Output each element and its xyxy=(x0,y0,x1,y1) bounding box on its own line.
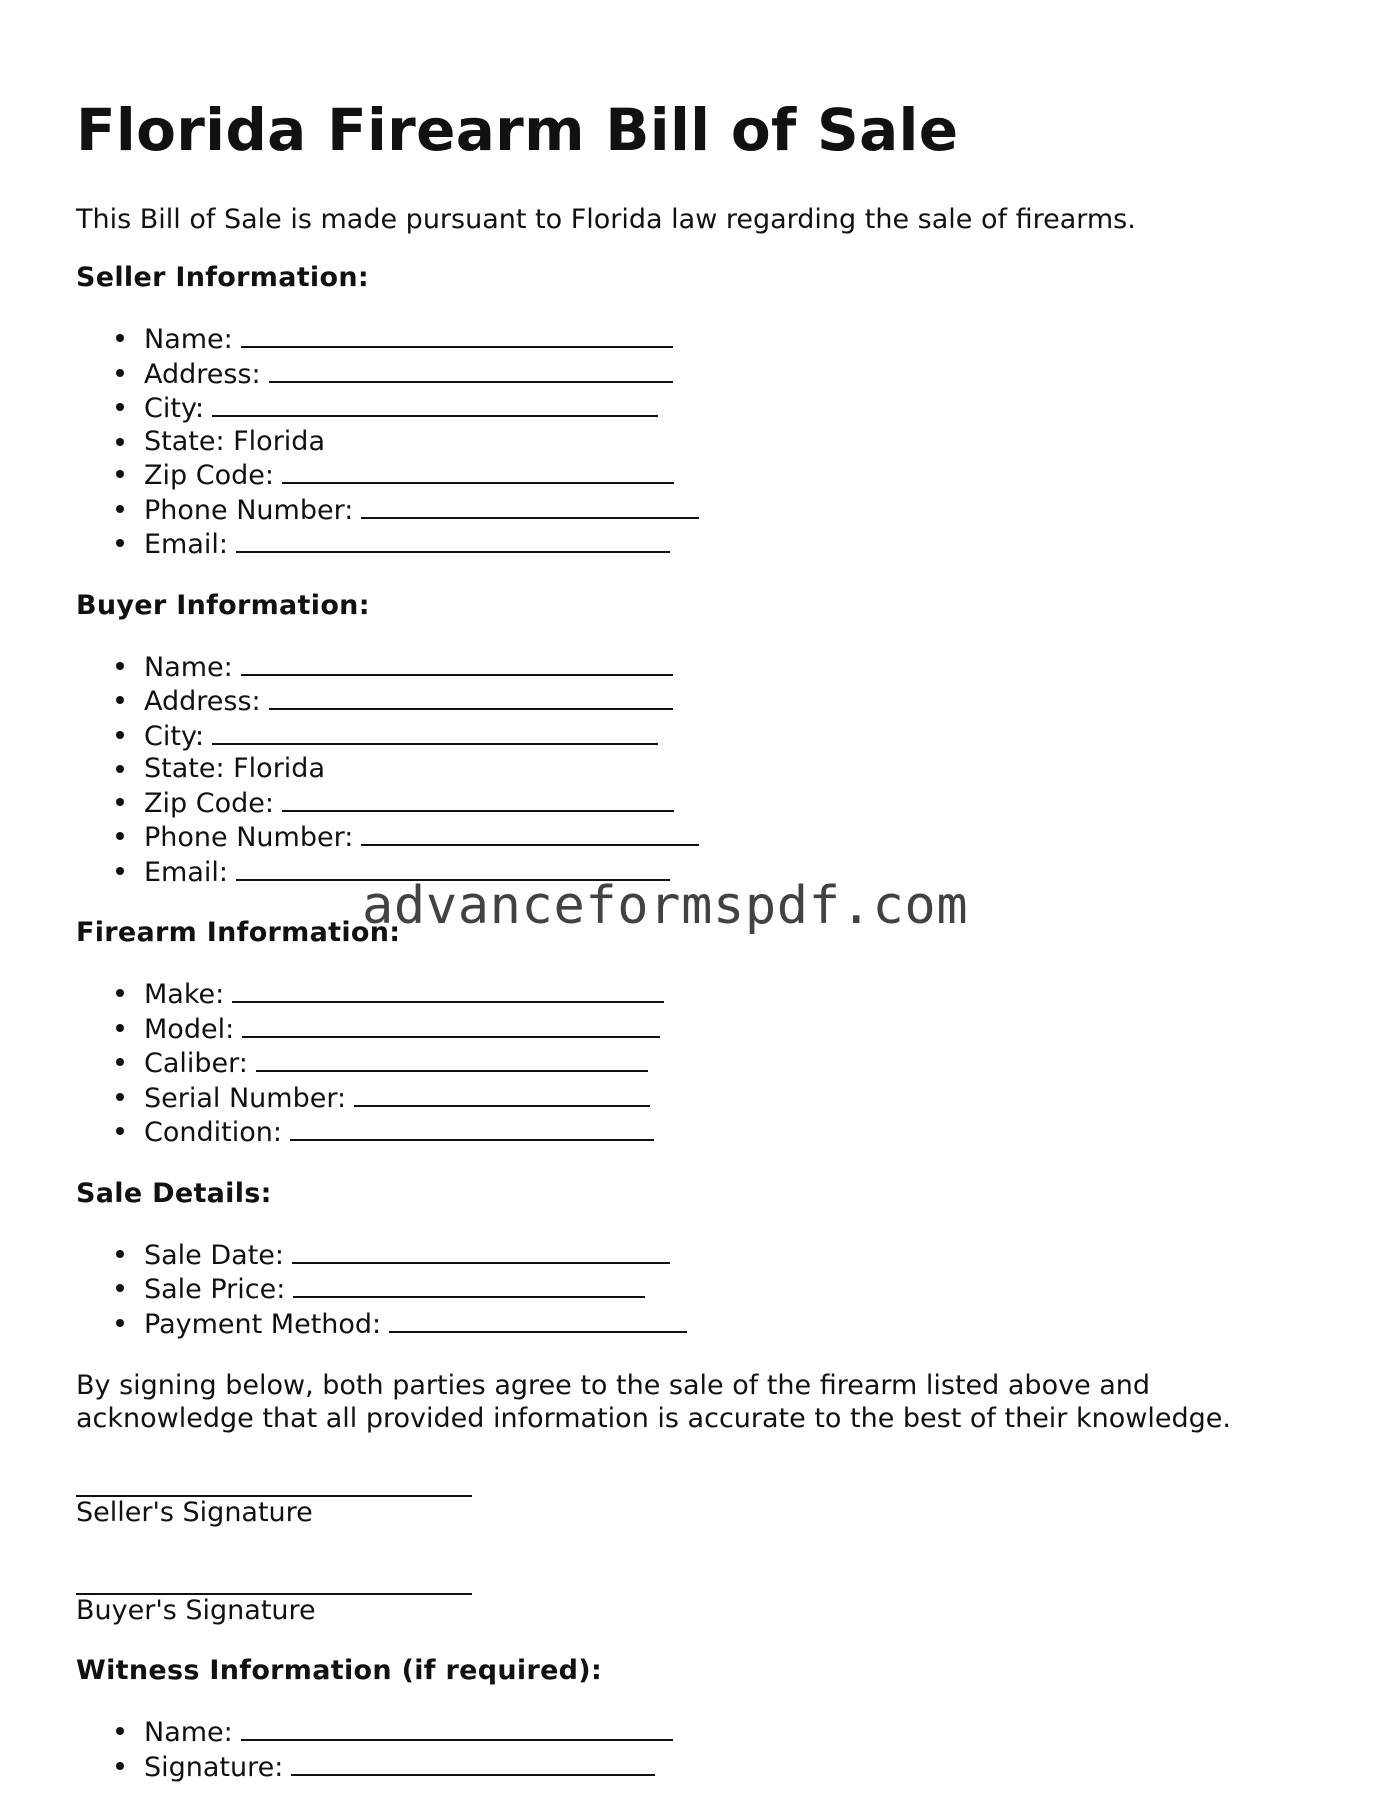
seller-name-item xyxy=(144,322,1326,357)
firearm-caliber-item xyxy=(144,1046,1326,1081)
seller-email-field[interactable] xyxy=(236,527,670,553)
sale-price-field[interactable] xyxy=(293,1272,645,1298)
buyer-phone-field[interactable] xyxy=(361,820,699,846)
witness-name-item xyxy=(144,1715,1326,1750)
intro-paragraph: This Bill of Sale is made pursuant to Florida law regarding the sale of firearms. xyxy=(76,204,1136,235)
sale-payment-field[interactable] xyxy=(389,1307,687,1333)
sale-payment-label: Payment Method: xyxy=(144,1308,382,1340)
sale-field-list xyxy=(76,1238,1326,1342)
sale-price-item xyxy=(144,1272,1326,1307)
seller-address-item xyxy=(144,357,1326,392)
firearm-serial-item xyxy=(144,1081,1326,1116)
buyer-email-item xyxy=(144,855,1326,890)
seller-field-list xyxy=(76,322,1326,562)
buyer-zip-item xyxy=(144,786,1326,821)
sale-section-heading: Sale Details: xyxy=(76,1177,272,1209)
witness-field-list xyxy=(76,1715,1326,1784)
buyer-name-field[interactable] xyxy=(241,650,673,676)
seller-section-heading: Seller Information: xyxy=(76,262,369,293)
witness-signature-label: Signature: xyxy=(144,1751,284,1783)
buyer-name-item xyxy=(144,650,1326,685)
watermark-text: advanceformspdf.com xyxy=(362,876,969,936)
sale-date-label: Sale Date: xyxy=(144,1239,285,1271)
seller-phone-item xyxy=(144,493,1326,528)
sale-date-item xyxy=(144,1238,1326,1273)
firearm-condition-field[interactable] xyxy=(290,1115,654,1141)
firearm-serial-field[interactable] xyxy=(354,1081,650,1107)
buyer-email-field[interactable] xyxy=(236,855,670,881)
buyer-signature-label: Buyer's Signature xyxy=(76,1595,316,1626)
firearm-section-heading: Firearm Information: xyxy=(76,917,401,948)
firearm-serial-label: Serial Number: xyxy=(144,1082,347,1114)
seller-name-label: Name: xyxy=(144,324,233,355)
seller-zip-item xyxy=(144,458,1326,493)
seller-signature-block xyxy=(76,1471,1326,1529)
buyer-signature-line[interactable] xyxy=(76,1569,472,1595)
seller-zip-field[interactable] xyxy=(282,458,674,484)
buyer-section-heading: Buyer Information: xyxy=(76,589,370,621)
seller-zip-label: Zip Code: xyxy=(144,460,274,491)
seller-name-field[interactable] xyxy=(241,322,673,348)
sale-payment-item xyxy=(144,1307,1326,1342)
firearm-condition-item xyxy=(144,1115,1326,1150)
buyer-email-label: Email: xyxy=(144,856,229,888)
buyer-city-item xyxy=(144,719,1326,754)
seller-signature-label: Seller's Signature xyxy=(76,1497,313,1528)
seller-state-label: State: Florida xyxy=(144,425,325,457)
seller-signature-line[interactable] xyxy=(76,1471,472,1497)
buyer-phone-label: Phone Number: xyxy=(144,822,354,853)
seller-address-field[interactable] xyxy=(269,357,673,383)
buyer-phone-item xyxy=(144,820,1326,855)
seller-phone-label: Phone Number: xyxy=(144,494,354,526)
firearm-field-list xyxy=(76,977,1326,1150)
witness-section-heading: Witness Information (if required): xyxy=(76,1655,603,1686)
buyer-name-label: Name: xyxy=(144,651,233,683)
firearm-caliber-field[interactable] xyxy=(256,1046,648,1072)
buyer-address-label: Address: xyxy=(144,686,261,717)
seller-phone-field[interactable] xyxy=(361,493,699,519)
sale-price-label: Sale Price: xyxy=(144,1274,286,1305)
buyer-city-label: City: xyxy=(144,720,205,752)
firearm-make-item xyxy=(144,977,1326,1012)
buyer-signature-block xyxy=(76,1569,1326,1627)
seller-state-item xyxy=(144,426,1326,459)
firearm-condition-label: Condition: xyxy=(144,1117,282,1148)
buyer-zip-field[interactable] xyxy=(282,786,674,812)
firearm-model-field[interactable] xyxy=(242,1012,660,1038)
buyer-state-label: State: Florida xyxy=(144,753,325,784)
bill-of-sale-document xyxy=(76,96,1326,1812)
agreement-statement: By signing below, both parties agree to the sale of the firearm listed above and acknowledge that all provided information is accurate to the best of their knowledge. xyxy=(76,1370,1231,1434)
firearm-caliber-label: Caliber: xyxy=(144,1048,248,1079)
witness-signature-item xyxy=(144,1750,1326,1785)
page-title: Florida Firearm Bill of Sale xyxy=(76,96,959,164)
buyer-field-list xyxy=(76,650,1326,890)
sale-date-field[interactable] xyxy=(292,1238,670,1264)
seller-city-item xyxy=(144,391,1326,426)
seller-email-label: Email: xyxy=(144,529,229,560)
buyer-state-item xyxy=(144,753,1326,786)
firearm-make-field[interactable] xyxy=(232,977,664,1003)
firearm-make-label: Make: xyxy=(144,979,225,1010)
seller-city-label: City: xyxy=(144,393,205,424)
witness-signature-field[interactable] xyxy=(291,1750,655,1776)
buyer-address-field[interactable] xyxy=(269,684,673,710)
buyer-city-field[interactable] xyxy=(212,719,658,745)
witness-name-label: Name: xyxy=(144,1717,233,1748)
seller-city-field[interactable] xyxy=(212,391,658,417)
seller-address-label: Address: xyxy=(144,358,261,390)
buyer-address-item xyxy=(144,684,1326,719)
firearm-model-label: Model: xyxy=(144,1013,235,1045)
seller-email-item xyxy=(144,527,1326,562)
firearm-model-item xyxy=(144,1012,1326,1047)
buyer-zip-label: Zip Code: xyxy=(144,787,274,819)
witness-name-field[interactable] xyxy=(241,1715,673,1741)
